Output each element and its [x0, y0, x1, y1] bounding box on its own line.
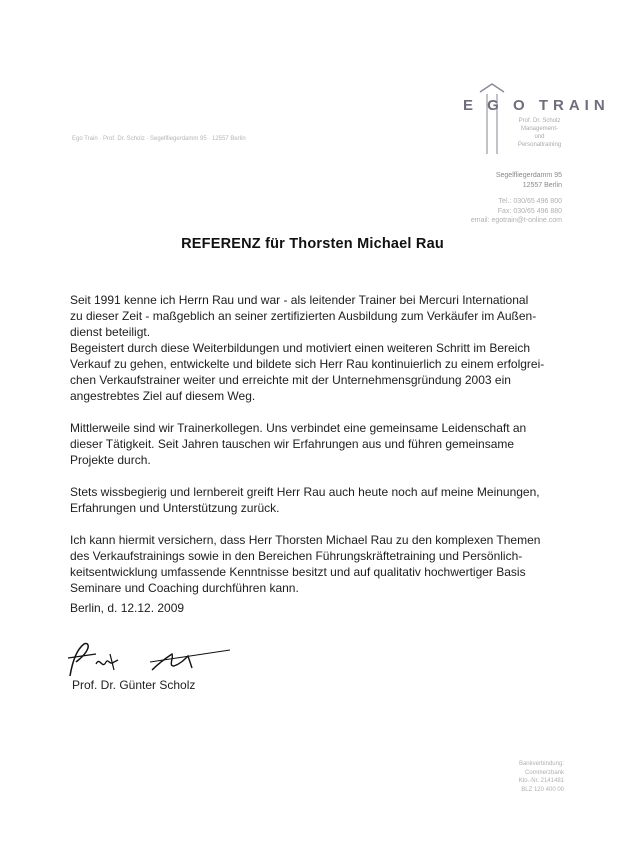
date-line: Berlin, d. 12.12. 2009	[70, 601, 185, 615]
brand-sub-line: und	[534, 134, 545, 140]
phone-number: Tel.: 030/65 496 800	[498, 198, 562, 205]
body-line: Ich kann hiermit versichern, dass Herr Thorsten Michael Rau zu den komplexen Themen	[70, 533, 541, 547]
body-line: Seminare und Coaching durchführen kann.	[70, 581, 299, 595]
body-line: zu dieser Zeit - maßgeblich an seiner zertifizierten Ausbildung zum Verkäufer im Außen-	[70, 309, 537, 323]
paragraph	[70, 292, 570, 404]
body-line: chen Verkaufstrainer weiter und erreichte mit der Unternehmensgründung 2003 ein	[70, 373, 511, 387]
body-line: Seit 1991 kenne ich Herrn Rau und war - als leitender Trainer bei Mercuri International	[70, 293, 529, 307]
body-line: angestrebtes Ziel auf diesem Weg.	[70, 389, 256, 403]
letterhead-address	[455, 171, 562, 226]
brand-sub-line: Personaltraining	[517, 142, 562, 148]
brand-sub-line: Management-	[520, 126, 559, 132]
signer-name: Prof. Dr. Günter Scholz	[72, 678, 196, 692]
body-line: Stets wissbegierig und lernbereit greift Herr Rau auch heute noch auf meine Meinungen,	[70, 485, 540, 499]
body-line: des Verkaufstrainings sowie in den Bereichen Führungskräftetraining und Persönlich-	[70, 549, 523, 563]
bank-line: BLZ 120 400 00	[521, 786, 564, 793]
fax-number: Fax: 030/65 496 880	[497, 207, 562, 215]
body-line: Projekte durch.	[70, 453, 151, 467]
bank-line: Kto.-Nr. 2141481	[518, 778, 564, 784]
brand-subtitle	[512, 117, 567, 149]
body-line: keitsentwicklung umfassende Kenntnisse besitzt und auf qualitativ hochwertiger Basis	[70, 565, 526, 579]
body-line: Verkauf zu gehen, entwickelte und bildete sich Herr Rau kontinuierlich zu einem erfolgrei-	[70, 357, 545, 371]
body-line: Erfahrungen und Unterstützung zurück.	[70, 501, 280, 515]
email-address: email: egotrain@t-online.com	[470, 217, 562, 224]
address-city: 12557 Berlin	[522, 181, 562, 189]
bank-line: Bankverbindung:	[518, 761, 564, 767]
letter-body	[70, 292, 570, 596]
body-line: dieser Tätigkeit. Seit Jahren tauschen wir Erfahrungen aus und führen gemeinsame	[70, 437, 515, 451]
brand-sub-line: Prof. Dr. Scholz	[518, 118, 561, 124]
body-line: Begeistert durch diese Weiterbildungen und motiviert einen weiteren Schritt im Bereich	[70, 341, 531, 355]
body-line: dienst beteiligt.	[70, 325, 151, 339]
ego-train-logo-icon	[478, 82, 506, 157]
address-street: Segelfliegerdamm 95	[495, 172, 562, 179]
handwritten-signature	[62, 636, 232, 682]
sender-line: Ego Train · Prof. Dr. Scholz · Segelfliegerdamm 95 · 12557 Berlin	[72, 136, 246, 142]
paragraph	[70, 532, 570, 596]
bank-details	[480, 760, 564, 794]
paragraph	[70, 484, 570, 516]
bank-line: Commerzbank	[524, 769, 564, 776]
document-title: REFERENZ für Thorsten Michael Rau	[181, 236, 444, 252]
paragraph	[70, 420, 570, 468]
body-line: Mittlerweile sind wir Trainerkollegen. Uns verbindet eine gemeinsame Leidenschaft an	[70, 421, 527, 435]
brand-name: E G O TRAIN	[463, 97, 610, 114]
